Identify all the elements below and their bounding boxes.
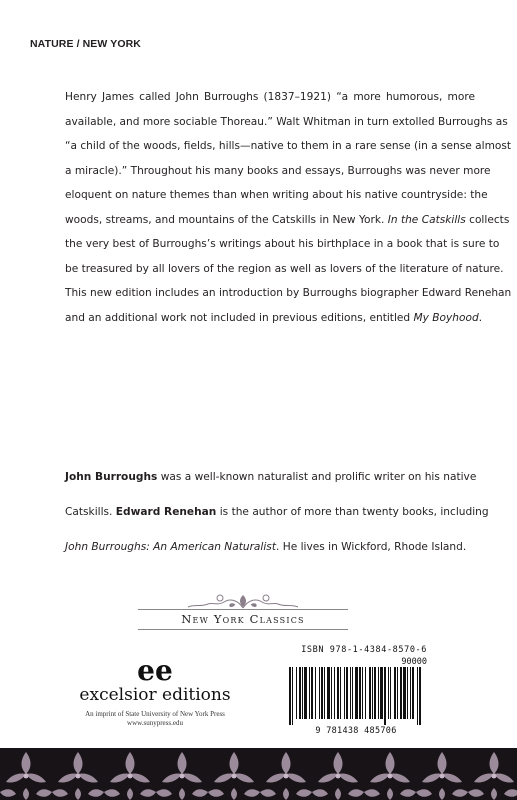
publisher-monogram: ee bbox=[137, 655, 173, 685]
description-text: collects bbox=[469, 213, 510, 226]
barcode-bar bbox=[365, 667, 366, 719]
barcode-bar bbox=[331, 667, 332, 719]
description-line: “a child of the woods, fields, hills—native to them in a rare sense (in a sense almost bbox=[65, 140, 512, 152]
barcode-digits: 9 781438 485706 bbox=[315, 726, 397, 736]
description-line: a miracle).” Throughout his many books and essays, Burroughs was never more bbox=[65, 164, 491, 177]
barcode-bar bbox=[419, 667, 421, 725]
barcode-bar bbox=[394, 667, 396, 719]
bio-line bbox=[65, 540, 475, 575]
barcode-bar bbox=[346, 667, 348, 719]
barcode-bar bbox=[309, 667, 310, 719]
barcode-bar bbox=[372, 667, 373, 719]
barcode-bar bbox=[359, 667, 361, 719]
publisher-website: www.sunypress.edu bbox=[127, 719, 183, 727]
description-line: eloquent on nature themes than when writing about his native countryside: the bbox=[65, 189, 488, 201]
category-label: NATURE / NEW YORK bbox=[30, 38, 141, 50]
publisher-monogram-icon bbox=[130, 655, 180, 685]
bio-text: Catskills. bbox=[65, 506, 113, 518]
isbn-text: ISBN 978-1-4384-8570-6 bbox=[301, 645, 427, 655]
description-text: . bbox=[478, 311, 483, 324]
editor-name: Edward Renehan bbox=[115, 506, 217, 518]
barcode-bar bbox=[390, 667, 391, 719]
series-rule-bottom bbox=[138, 629, 348, 630]
barcode-bar bbox=[378, 667, 379, 719]
barcode-bar bbox=[412, 667, 414, 719]
series-banner bbox=[138, 592, 348, 636]
bio-text: . He lives in Wickford, Rhode Island. bbox=[276, 541, 467, 553]
barcode-bar bbox=[321, 667, 323, 719]
biography-title: John Burroughs: An American Naturalist bbox=[65, 541, 276, 553]
floral-pattern-icon bbox=[0, 748, 517, 800]
barcode-bar bbox=[289, 667, 291, 725]
bio-text: is the author of more than twenty books, including bbox=[219, 506, 489, 518]
description-text: and an additional work not included in previous editions, entitled bbox=[65, 311, 411, 324]
author-name: John Burroughs bbox=[65, 471, 158, 483]
barcode-bar bbox=[292, 667, 293, 725]
description-text: woods, streams, and mountains of the Catskills in New York. bbox=[65, 213, 385, 226]
barcode-bar bbox=[302, 667, 303, 719]
barcode-bar bbox=[407, 667, 408, 719]
barcode-bar bbox=[337, 667, 339, 719]
barcode-bar bbox=[355, 667, 358, 719]
barcode-bar bbox=[384, 667, 386, 725]
description-line: This new edition includes an introduction by Burroughs biographer Edward Renehan bbox=[65, 287, 512, 299]
price-code: 90000 bbox=[401, 657, 427, 667]
description-line bbox=[65, 311, 483, 336]
barcode-bar bbox=[403, 667, 406, 719]
barcode-bars-icon bbox=[287, 667, 425, 725]
barcode-bar bbox=[296, 667, 297, 719]
description-line bbox=[65, 213, 510, 238]
work-title: My Boyhood bbox=[413, 311, 479, 324]
barcode-bar bbox=[304, 667, 307, 719]
barcode-bar bbox=[311, 667, 313, 719]
barcode-bar bbox=[350, 667, 351, 719]
barcode-bar bbox=[299, 667, 301, 719]
barcode-bar bbox=[319, 667, 320, 719]
barcode-bar bbox=[374, 667, 376, 719]
barcode-bar bbox=[397, 667, 398, 719]
barcode-bar bbox=[380, 667, 383, 719]
book-description bbox=[65, 90, 512, 335]
description-line: Henry James called John Burroughs (1837–1921) “a more humorous, more bbox=[65, 91, 475, 103]
barcode-bar bbox=[340, 667, 341, 719]
series-label: New York Classics bbox=[181, 612, 305, 626]
book-title: In the Catskills bbox=[387, 213, 466, 226]
bio-line bbox=[65, 470, 475, 505]
author-bio bbox=[65, 470, 489, 575]
decorative-border bbox=[0, 748, 517, 800]
barcode-bar bbox=[400, 667, 402, 719]
series-rule-top bbox=[138, 609, 348, 610]
barcode-bar bbox=[388, 667, 389, 719]
barcode-bar bbox=[334, 667, 335, 719]
barcode-bar bbox=[417, 667, 418, 725]
publisher-imprint: An imprint of State University of New York Press bbox=[85, 710, 225, 718]
barcode-bar bbox=[324, 667, 325, 719]
barcode-bar bbox=[362, 667, 363, 719]
bio-line bbox=[65, 505, 489, 540]
description-line: be treasured by all lovers of the region as well as lovers of the literature of nature. bbox=[65, 262, 504, 275]
description-line: the very best of Burroughs’s writings about his birthplace in a book that is sure to bbox=[65, 238, 500, 250]
publisher-logo bbox=[60, 655, 250, 735]
isbn-barcode bbox=[283, 643, 429, 739]
barcode-bar bbox=[352, 667, 353, 719]
publisher-name: excelsior editions bbox=[79, 685, 231, 705]
bio-text: was a well-known naturalist and prolific writer on his native bbox=[160, 471, 477, 483]
description-line: available, and more sociable Thoreau.” Walt Whitman in turn extolled Burroughs as bbox=[65, 115, 508, 128]
barcode-bar bbox=[327, 667, 330, 719]
barcode-bar bbox=[410, 667, 411, 719]
barcode-bar bbox=[344, 667, 345, 719]
barcode-bar bbox=[315, 667, 316, 719]
barcode-bar bbox=[369, 667, 371, 719]
